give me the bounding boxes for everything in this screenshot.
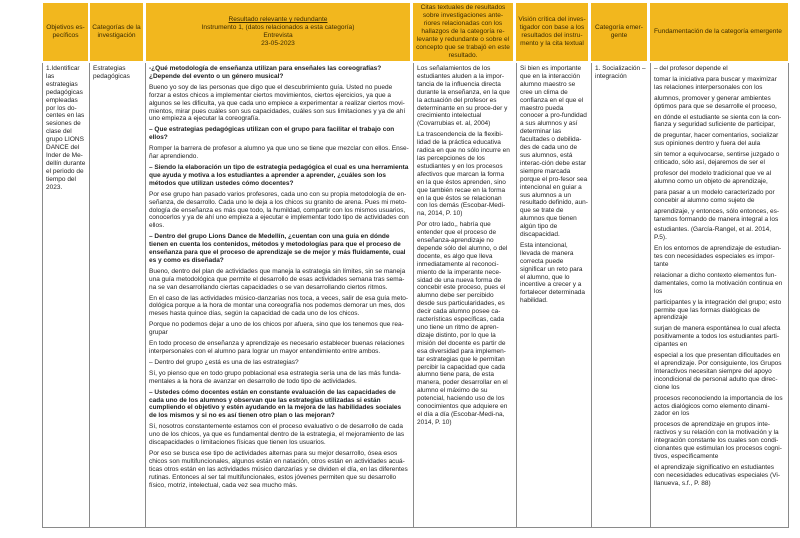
header-fundamentacion [650, 3, 788, 61]
cell-resultado [145, 63, 413, 527]
resultado-paragraph: – Dentro del grupo ¿está es una de las estrategias? [149, 358, 299, 366]
resultado-paragraph: – Que estrategias pedagógicas utilizan con el grupo para facilitar el trabajo con ellos? [149, 126, 395, 142]
vision-paragraph: Esta intencional, llevada de manera correcta puede significar un reto para el alumno, que lo incentive a crecer y a fortalecer determinada habilidad. [520, 241, 586, 305]
fundamentacion-paragraph: procesos de aprendizaje en grupos inte-ractivos y su relación con la motivación y la integración constante los cuales son condi-cionantes que estimulan los procesos cogni-tivos, específicamente [654, 421, 782, 460]
header-citas-text: Citas textuales de resultados sobre investigaciones ante-riores relacionadas con los hallazgos de la categoría re-levante y redundante o sobre el concepto que se trabajó en este resultado. [416, 4, 510, 59]
table-bottom-border [42, 527, 789, 528]
resultado-paragraph: – Dentro del grupo Lions Dance de Medellín, ¿cuentan con una guía en dónde tienen en cuenta los contenidos, métodos y metodologías para que el proceso de enseñanza para que el proceso de aprendizaje se de mejor y más fluidamente, cual es y como es diseñada? [149, 233, 406, 264]
resultado-paragraph: Romper la barrera de profesor a alumno ya que uno se tiene que mezclar con ellos. Ense-ñar aprendiendo. [149, 145, 409, 161]
categoria-text: Estrategias pedagógicas [93, 65, 130, 80]
header-emergente-text: Categoría emer-gente [594, 24, 643, 39]
fundamentacion-paragraph: procesos reconociendo la importancia de los actos dialógicos como elemento dinami-zador en los [654, 394, 783, 418]
cell-objetivo [42, 63, 89, 527]
header-resultado [146, 3, 410, 61]
header-resultado-date: 23-05-2023 [261, 40, 295, 47]
objetivo-text: 1.Identificar las estrategias pedagógicas empleadas por los do-centes en las sesiones de clase del grupo LIONS DANCE del Inder de Me-dellín durante el periodo de tiempo del 2023. [46, 65, 86, 191]
citas-paragraph: La trascendencia de la flexibi-lidad de la práctica educativa radica en que no sólo incurre en las percepciones de los estudiantes y en los procesos afectivos que marcan la forma en la que éstos aprenden, sino que también recae en la forma en la que éstos se relacionan con los demás (Escobar-Medi-na, 2014, P. 10) [417, 131, 510, 218]
citas-paragraph: Por otro lado,, habría que entender que el proceso de enseñanza-aprendizaje no depende sólo del alumno, o del docente, es algo que lleva inmediatamente al reconoci-miento de la imperante nece-sidad de una nueva forma de concebir este proceso, pues el alumno debe ser percibido desde sus particularidades, es decir cada alumno posee ca-racterísticas específicas, cada uno tiene un ritmo de apren-dizaje distinto, por lo que la misión del docente es partir de esa diversidad para implemen-tar estrategias que le permitan percibir la capacidad que cada alumno tiene para, de esta manera, poder desarrollar en el alumno el máximo de su potencial, haciendo uso de los conocimientos que adquiere en el día a día (Escobar-Medi-na, 2014, P. 10) [417, 221, 508, 426]
cell-fundamentacion [650, 63, 789, 527]
fundamentacion-paragraph: estudiantes. (García-Rangel, et al. 2014, P.5). [654, 226, 772, 242]
fundamentacion-paragraph: En los entornos de aprendizaje de estudian-tes con necesidades especiales es impor-tante [654, 245, 782, 269]
header-citas [413, 3, 513, 61]
header-vision-text: Visión crítica del inves-tigador con base a los resultados del instru-mento y la cita textual [518, 16, 586, 47]
fundamentacion-paragraph: sin temor a equivocarse, sentirse juzgado o criticado, sólo así, dejaremos de ser el [654, 151, 780, 167]
fundamentacion-paragraph: aprendizaje, y entonces, sólo entonces, es-taremos formando de manera integral a los [654, 207, 780, 223]
resultado-paragraph: Sí, yo pienso que en todo grupo poblacional esa estrategia sería una de las más funda-mentales a la hora de avanzar en desarrollo de todo tipo de actividades. [149, 369, 401, 385]
resultado-paragraph: -¿Qué metodología de enseñanza utilizan para enseñales las coreografías? ¿Depende del evento o un género musical? [149, 65, 382, 80]
resultado-paragraph: Sí, nosotros constantemente estamos con el proceso evaluativo o de desarrollo de cada uno de los chicos, ya que es fundamental dentro de la estrategia, el mejoramiento de las discapacidades o limitaciones físicas que tienen los usuarios. [149, 423, 405, 447]
resultado-paragraph: Bueno yo soy de las personas que digo que el descubrimiento guía. Usted no puede forzar a estos chicos a implementar ciertos movimientos, ciertos ejercicios, ya que a algunos se les dificulta, ya que cada uno empiece a experimentar a realizar ciertos movi-mientos, mirar pues cuáles son sus capacidades, cuáles son sus limitaciones y ya de ahí uno empieza a ejecutar la coreografía. [149, 83, 406, 123]
fundamentacion-paragraph: de preguntar, hacer comentarios, socializar sus opiniones dentro y fuera del aula [654, 132, 779, 148]
fundamentacion-paragraph: relacionar a dicho contexto elementos fun-damentales, como la motivación continua en los [654, 271, 783, 295]
resultado-paragraph: Por ese grupo han pasado varios profesores, cada uno con su propia metodología de en-señanza, de desarrollo. Cada uno le deja a los chicos su granito de arena. Pues mi meto-dología de enseñanza es más que todo, la humildad, compartir con los mismos usuarios, conocerlos y ya de ahí uno empieza a ejecutar e implementar todo tipo de actividades con ellos. [149, 190, 409, 230]
fundamentacion-paragraph: el aprendizaje significativo en estudiantes con necesidades educativas especiales (Vi-llanueva, s.f., P. 88) [654, 463, 780, 487]
header-resultado-sub: Instrumento 1, (datos relacionados a esta categoría) [201, 24, 355, 31]
fundamentacion-paragraph: – del profesor depende el [654, 65, 728, 72]
header-objetivos-text: Objetivos es-pecíficos [46, 24, 85, 39]
cell-citas [413, 63, 516, 527]
fundamentacion-paragraph: para pasar a un modelo caracterizado por concebir al alumno como sujeto de [654, 188, 775, 204]
resultado-paragraph: – Siendo la elaboración un tipo de estrategia pedagógica el cual es una herramienta que ayuda y motiva a los estudiantes a aprender a aprender, ¿cuáles son los métodos que utilizan ustedes cómo docentes? [149, 163, 409, 187]
fundamentacion-paragraph: profesor del modelo tradicional que ve al alumno como un objeto de aprendizaje, [654, 169, 772, 185]
resultado-paragraph: Por eso se busca ese tipo de actividades alternas para su mejor desarrollo, ósea esos chicos son multifuncionales, algunos están en natación, otros están en actividades acuá-ticas otros están en las actividades músico danzarías y se dividen el día, en las diferentes rutinas. Entonces al ser tal multifuncionales, estos jóvenes permiten que su desarrollo físico, motriz, intelectual, cada vez sea mucho más. [149, 449, 408, 489]
resultado-paragraph: En el caso de las actividades músico-danzarías nos toca, a veces, salir de esa guía meto-dológica porque a la hora de montar una coreografía nos podemos demorar un mes, dos meses hasta quince días, según la capacidad de cada uno de los chicos. [149, 294, 409, 318]
header-categorias [90, 3, 143, 61]
fundamentacion-paragraph: alumnos, promover y generar ambientes óptimos para que se desarrolle el proceso, [654, 94, 777, 110]
header-objetivos [43, 3, 88, 61]
header-vision [516, 3, 588, 61]
fundamentacion-paragraph: especial a los que presentan dificultades en el aprendizaje. Por consiguiente, los Grupos Interactivos necesitan siempre del apoyo incondicional de personal adulto que direc-cione los [654, 352, 782, 391]
header-fundamentacion-text: Fundamentación de la categoría emergente [654, 28, 782, 35]
resultado-paragraph: – Ustedes cómo docentes están en constante evaluación de las capacidades de cada uno de los alumnos y observan que las estrategias utilizadas si están cumpliendo el objetivo y estén ayudando en la mejora de las habilidades sociales de los mismos y si no es así tienen otro plan o las mejoran? [149, 388, 402, 420]
vision-paragraph: Si bien es importante que en la interacción alumno maestro se cree un clima de confianza en el que el maestro pueda conocer a pro-fundidad a sus alumnos y así determinar las facultades o debilida-des de cada uno de sus alumnos, está interac-ción debe estar siempre marcada porque el pro-fesor sea intencional en guiar a sus alumnos a un resultado definido, aun-que se trate de alumnos que tienen algún tipo de discapacidad. [520, 65, 588, 239]
citas-paragraph: Los señalamientos de los estudiantes aluden a la impor-tancia de la influencia directa durante la enseñanza, en la que la actuación del profesor es determinante en su proce-der y crecimiento intelectual (Covarrubias et. al, 2004) [417, 65, 510, 128]
cell-categoria [89, 63, 145, 527]
emergente-text: 1. Socialización – integración [595, 65, 646, 80]
fundamentacion-paragraph: en dónde el estudiante se sienta con la con-fianza y seguridad suficiente de participar, [654, 113, 782, 129]
resultado-paragraph: Bueno, dentro del plan de actividades que maneja la estrategia sin límites, sin se maneja una guía metodológica que permite el desarrollo de esas actividades semana tras sema-na se van desarrollando ciertas capacidades o se van desarrollando ciertos ritmos. [149, 267, 406, 291]
cell-emergente [591, 63, 650, 527]
header-resultado-title: Resultado relevante y redundante [228, 16, 328, 23]
fundamentacion-paragraph: participantes y la integración del grupo; esto permite que las formas dialógicas de aprendizaje [654, 298, 782, 322]
resultado-paragraph: En todo proceso de enseñanza y aprendizaje es necesario establecer buenas relaciones interpersonales con el alumno para lograr un mayor entendimiento entre ambos. [149, 340, 405, 355]
header-categorias-text: Categorías de la investigación [92, 24, 141, 39]
header-emergente [591, 3, 647, 61]
fundamentacion-paragraph: tomar la iniciativa para buscar y maximizar las relaciones interpersonales con los [654, 75, 777, 91]
resultado-paragraph: Porque no podemos dejar a uno de los chicos por afuera, sino que los tenemos que rea-grupar [149, 321, 404, 337]
cell-vision [516, 63, 591, 527]
header-resultado-inst: Entrevista [263, 32, 293, 39]
fundamentacion-paragraph: surjan de manera espontánea lo cual afecta positivamente a todos los estudiantes parti-cipantes en [654, 325, 781, 349]
